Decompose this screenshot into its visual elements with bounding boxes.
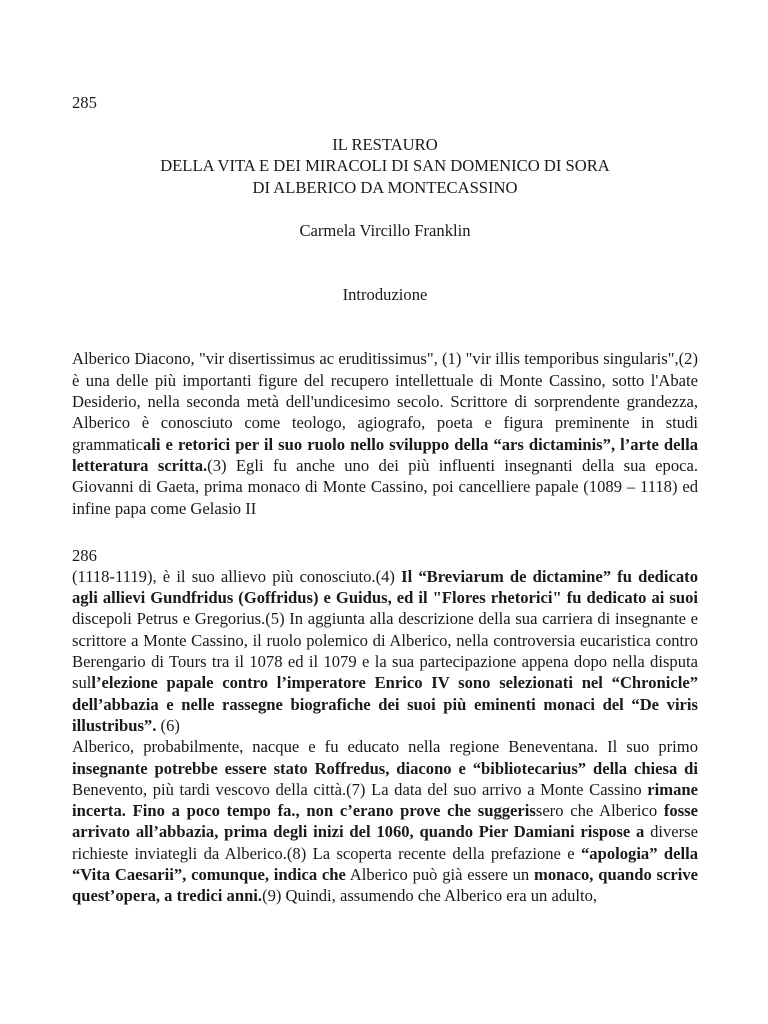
page-number-286: 286 (72, 545, 97, 565)
paragraph-3-text-2: Benevento, più tardi vescovo della città.(7) La data del suo arrivo a Monte Cassino (72, 779, 648, 799)
section-heading: Introduzione (342, 285, 428, 305)
paragraph-3-bold-text-4: “apologia” della “Vita Caesarii”, comunque, indica che (72, 843, 698, 885)
paragraph-3-text-3: sero che Alberico (535, 801, 664, 821)
author-name: Carmela Vircillo Franklin (299, 220, 471, 240)
title-line-1: IL RESTAURO (332, 135, 438, 154)
title-line-2: DELLA VITA E DEI MIRACOLI DI SAN DOMENICO DI SORA (160, 156, 610, 176)
paragraph-3-text-end: (9) Quindi, assumendo che Alberico era un adulto, (262, 886, 598, 906)
paragraph-3-text: Alberico, probabilmente, nacque e fu educato nella regione Beneventana. Il suo primo (72, 737, 698, 757)
paragraph-3-bold-text-3: fosse arrivato all’abbazia, prima degli inizi del 1060, quando Pier Damiani rispose a (72, 801, 698, 842)
paragraph-2-text-end: (6) (156, 715, 180, 735)
paragraph-1 (72, 348, 698, 518)
paragraph-3-bold-text: insegnante potrebbe essere stato Roffredus, diacono e “bibliotecarius” della chiesa di (72, 758, 698, 778)
paragraph-2-bold-text-2: l’elezione papale contro l’imperatore Enrico IV sono selezionati nel “Chronicle” dell’abbazia e nelle rassegne biografiche dei suoi più eminenti monaci del “De viris illustribus”. (72, 673, 698, 735)
paragraph-2-text: (1118-1119), è il suo allievo più conosciuto.(4) (72, 566, 402, 586)
paragraph-3 (72, 736, 698, 906)
document-page (72, 92, 698, 907)
paragraph-2-bold-text: Il “Breviarum de dictamine” fu dedicato agli allievi Gundfridus (Goffridus) e Guidus, ed il "Flores rhetorici" fu dedicato ai suoi (72, 566, 699, 608)
paragraph-2 (72, 566, 698, 736)
paragraph-3-text-4: diverse richieste inviategli da Alberico.(8) La scoperta recente della prefazione e (72, 822, 698, 863)
paragraph-3-bold-text-5: monaco, quando scrive quest’opera, a tredici anni. (72, 865, 698, 906)
page-number-285: 285 (72, 93, 97, 112)
paragraph-2-text-mid: discepoli Petrus e Gregorius.(5) In aggiunta alla descrizione della sua carriera di insegnante e scrittore a Monte Cassino, il ruolo polemico di Alberico, nella controversia eucaristica contro Berengario di Tours tra il 1078 ed il 1079 e la sua partecipazione appena dopo nella disputa sul (72, 609, 698, 693)
paragraph-1-bold-text: ali e retorici per il suo ruolo nello sviluppo della “ars dictaminis”, l’arte della letteratura scritta. (72, 434, 698, 475)
paragraph-3-bold-text-2: rimane incerta. Fino a poco tempo fa., non c’erano prove che suggeris (72, 779, 698, 821)
paragraph-1-text-end: (3) Egli fu anche uno dei più influenti insegnanti della sua epoca. Giovanni di Gaeta, prima monaco di Monte Cassino, poi cancelliere papale (1089 – 1118) ed infine papa come Gelasio II (72, 455, 698, 518)
title-line-3: DI ALBERICO DA MONTECASSINO (252, 177, 518, 197)
document-title (72, 134, 698, 198)
paragraph-1-text: Alberico Diacono, "vir disertissimus ac eruditissimus", (1) "vir illis temporibus singularis",(2) è una delle più importanti figure del recupero intellettuale di Monte Cassino, sotto l'Abate Desiderio, nella seconda metà dell'undicesimo secolo. Scrittore di sorprendente grandezza, Alberico è conosciuto come teologo, agiografo, poeta e figura preminente in studi grammatic (72, 349, 698, 454)
paragraph-3-text-5: Alberico può già essere un (345, 865, 534, 885)
